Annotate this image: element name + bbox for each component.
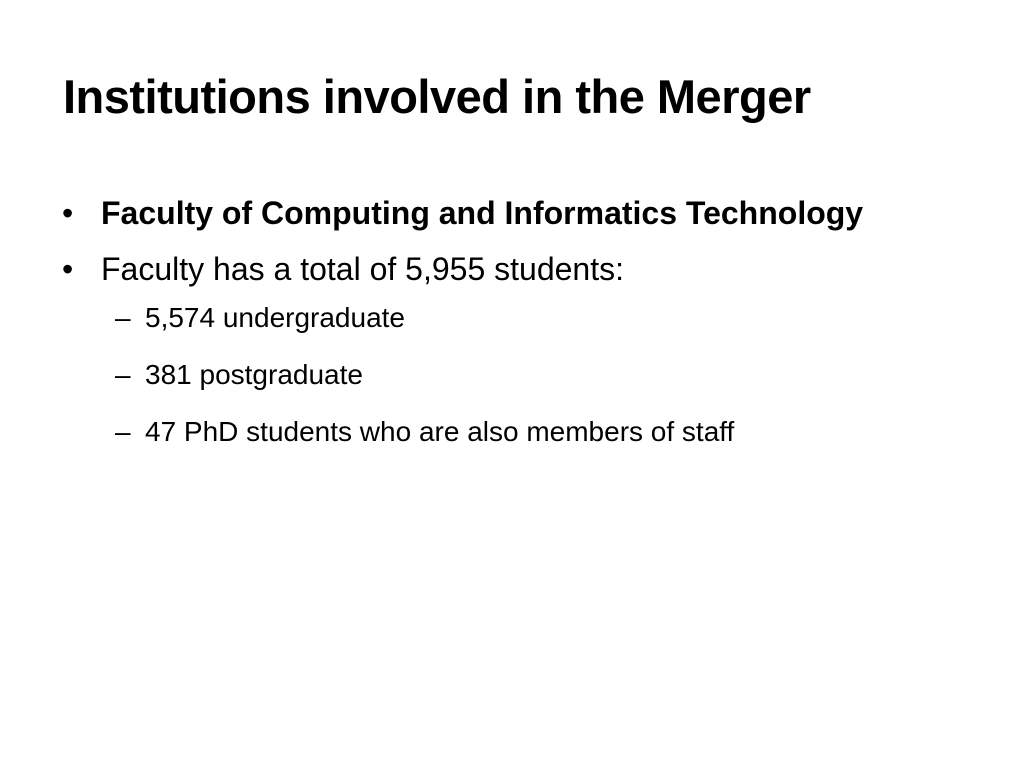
sub-bullet-phd — [60, 412, 960, 452]
bullet-faculty-name — [60, 190, 960, 236]
bullet-text: Faculty has a total of 5,955 students: — [101, 251, 624, 287]
sub-bullet-marker: – — [115, 359, 131, 390]
slide-content — [60, 190, 960, 469]
sub-bullet-text: 381 postgraduate — [145, 359, 363, 390]
slide-title: Institutions involved in the Merger — [63, 70, 811, 123]
bullet-marker: • — [62, 195, 74, 231]
bullet-student-total — [60, 246, 960, 292]
sub-bullet-marker: – — [115, 416, 131, 447]
bullet-text: Faculty of Computing and Informatics Technology — [101, 195, 864, 231]
sub-bullet-marker: – — [115, 302, 131, 333]
sub-bullet-undergraduate — [60, 298, 960, 338]
bullet-marker: • — [62, 251, 74, 287]
sub-bullet-list — [60, 298, 960, 452]
sub-bullet-text: 47 PhD students who are also members of staff — [145, 416, 735, 447]
sub-bullet-postgraduate — [60, 355, 960, 395]
sub-bullet-text: 5,574 undergraduate — [145, 302, 405, 333]
